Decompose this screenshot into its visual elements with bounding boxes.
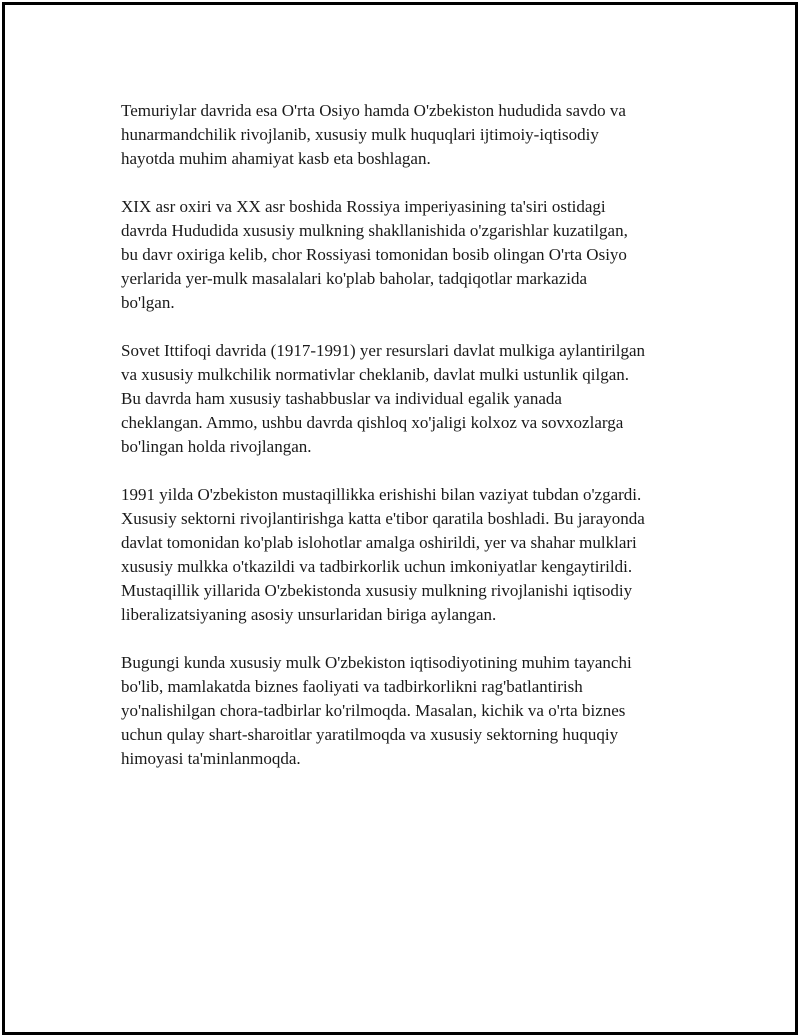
paragraph-xix-asr: XIX asr oxiri va XX asr boshida Rossiya imperiyasining ta'siri ostidagi davrda Hududida xususiy mulkning shakllanishida o'zgarishlar kuzatilgan, bu davr oxiriga kelib, chor Rossiyasi tomonidan bosib olingan O'rta Osiyo yerlarida yer-mulk masalalari ko'plab baholar, tadqiqotlar markazida bo'lgan. (121, 197, 628, 312)
paragraph-sovet-ittifoqi: Sovet Ittifoqi davrida (1917-1991) yer resurslari davlat mulkiga aylantirilgan va xususiy mulkchilik normativlar cheklanib, davlat mulki ustunlik qilgan. Bu davrda ham xususiy tashabbuslar va individual egalik yanada cheklangan. Ammo, ushbu davrda qishloq xo'jaligi kolxoz va sovxozlarga bo'lingan holda rivojlangan. (121, 341, 646, 456)
paragraph-bugungi-kunda: Bugungi kunda xususiy mulk O'zbekiston iqtisodiyotining muhim tayanchi bo'lib, mamlakatda biznes faoliyati va tadbirkorlikni rag'batlantirish yo'nalishilgan chora-tadbirlar ko'rilmoqda. Masalan, kichik va o'rta biznes uchun qulay shart-sharoitlar yaratilmoqda va xususiy sektorning huquqiy himoyasi ta'minlanmoqda. (121, 653, 632, 768)
page-border (2, 2, 798, 1035)
document-body (121, 99, 701, 795)
paragraph-temuriylar: Temuriylar davrida esa O'rta Osiyo hamda O'zbekiston hududida savdo va hunarmandchilik rivojlanib, xususiy mulk huquqlari ijtimoiy-iqtisodiy hayotda muhim ahamiyat kasb eta boshlagan. (121, 101, 626, 168)
paragraph-1991-yil: 1991 yilda O'zbekiston mustaqillikka erishishi bilan vaziyat tubdan o'zgardi. Xususiy sektorni rivojlantirishga katta e'tibor qaratila boshladi. Bu jarayonda davlat tomonidan ko'plab islohotlar amalga oshirildi, yer va shahar mulklari xususiy mulkka o'tkazildi va tadbirkorlik uchun imkoniyatlar kengaytirildi. Mustaqillik yillarida O'zbekistonda xususiy mulkning rivojlanishi iqtisodiy liberalizatsiyaning asosiy unsurlaridan biriga aylangan. (121, 485, 645, 624)
